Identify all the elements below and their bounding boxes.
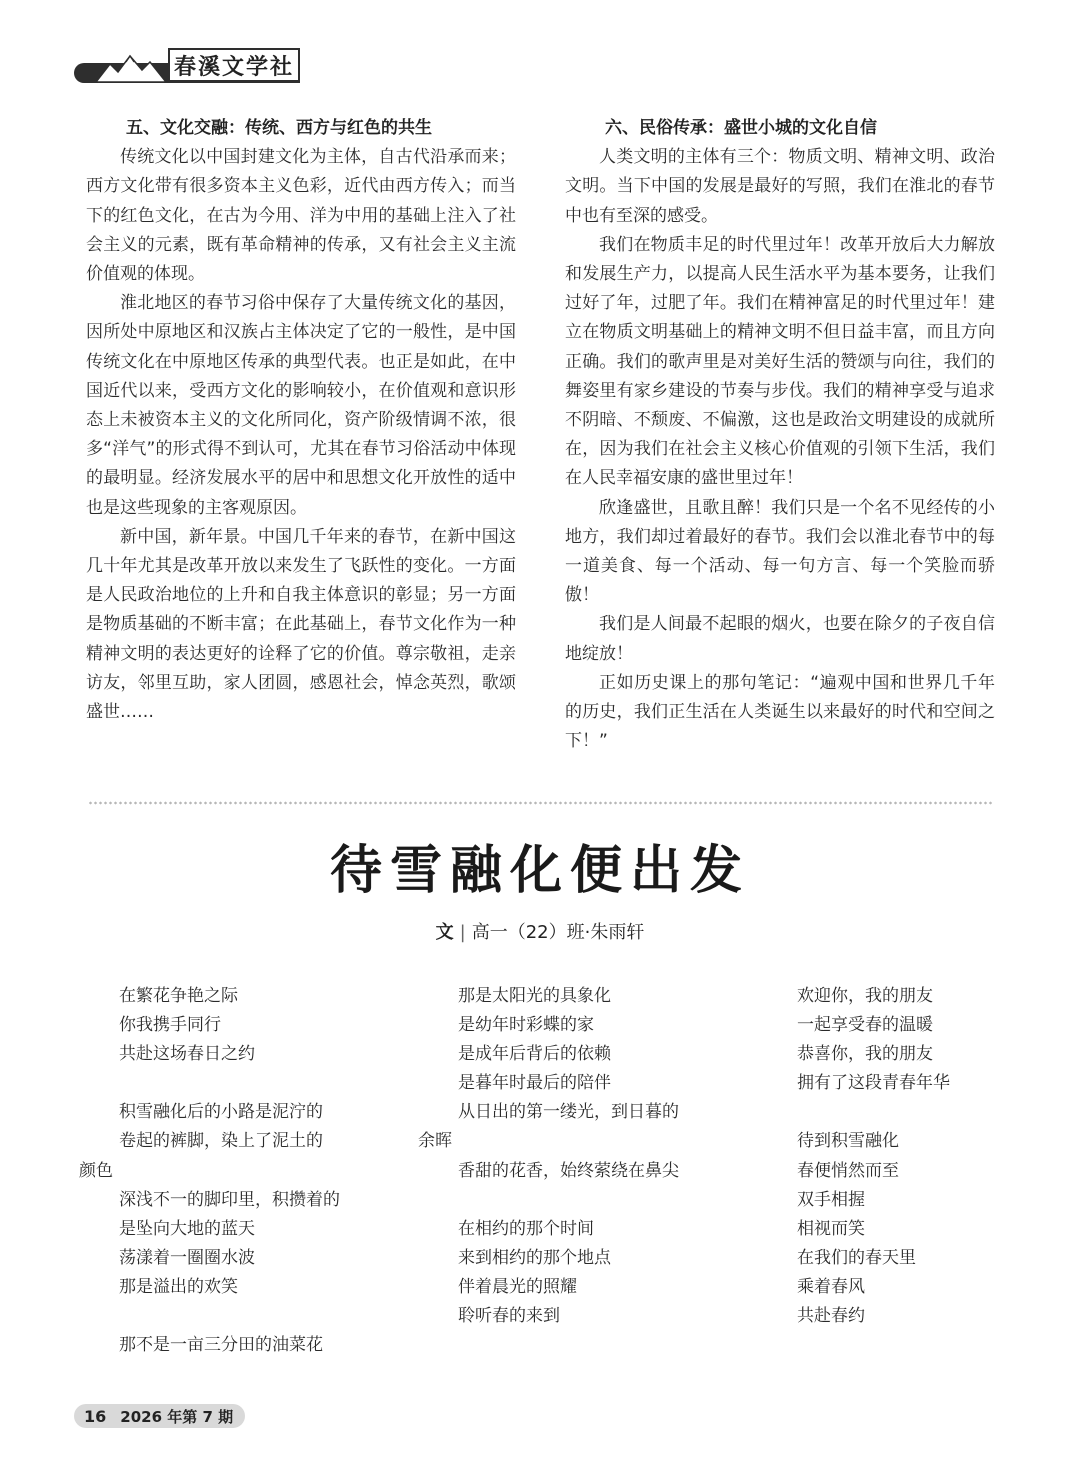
- poem-line: 双手相握: [797, 1189, 865, 1210]
- paragraph: 我们在物质丰足的时代里过年！改革开放后大力解放和发展生产力，以提高人民生活水平为基本要务，让我们过好了年，过肥了年。我们在精神富足的时代里过年！建立在物质文明基础上的精神文明不但日益丰富，而且方向正确。我们的歌声里是对美好生活的赞颂与向往，我们的舞姿里有家乡建设的节奏与步伐。我们的精神享受与追求不阴暗、不颓废、不偏激，这也是政治文明建设的成就所在，因为我们在社会主义核心价值观的引领下生活，我们在人民幸福安康的盛世里过年！: [565, 234, 995, 489]
- poem-line: 是坠向大地的蓝天: [119, 1218, 255, 1239]
- poem-line: 共赴春约: [797, 1306, 865, 1327]
- poem-line: 来到相约的那个地点: [458, 1247, 611, 1268]
- poem-line: 一起享受春的温暖: [797, 1015, 933, 1036]
- poem-line: 在我们的春天里: [797, 1247, 916, 1268]
- poem-line: 深浅不一的脚印里，积攒着的: [119, 1189, 340, 1210]
- dotted-divider: [88, 800, 992, 806]
- left-column: [86, 114, 516, 727]
- paragraph: 我们是人间最不起眼的烟火，也要在除夕的子夜自信地绽放！: [565, 614, 995, 664]
- paragraph: 人类文明的主体有三个：物质文明、精神文明、政治文明。当下中国的发展是最好的写照，我们在淮北的春节中也有至深的感受。: [565, 147, 995, 226]
- poem-line: 那是太阳光的具象化: [458, 986, 611, 1006]
- poem-line: 春便悄然而至: [797, 1160, 899, 1181]
- poem-line: 香甜的花香，始终萦绕在鼻尖: [458, 1160, 679, 1181]
- section-heading-6: 六、民俗传承：盛世小城的文化自信: [605, 118, 877, 138]
- poem-line: 伴着晨光的照耀: [458, 1276, 577, 1297]
- poem-line: 积雪融化后的小路是泥泞的: [119, 1102, 323, 1123]
- poem-line: 在相约的那个时间: [458, 1218, 594, 1239]
- paragraph: 正如历史课上的那句笔记：“遍观中国和世界几千年的历史，我们正生活在人类诞生以来最好的时代和空间之下！”: [565, 672, 995, 752]
- poem-line: 你我携手同行: [119, 1015, 221, 1036]
- poem-column-1: [79, 982, 340, 1360]
- poem-column-2: [418, 982, 679, 1331]
- poem-line: 聆听春的来到: [458, 1306, 560, 1327]
- article-title: 待雪融化便出发: [329, 840, 750, 901]
- poem-line: 那是溢出的欢笑: [119, 1276, 238, 1297]
- poem-line: 从日出的第一缕光，到日暮的: [458, 1102, 679, 1123]
- poem-line: 乘着春风: [797, 1276, 865, 1297]
- page-number: 16: [84, 1406, 107, 1426]
- issue-label: 2026 年第 7 期: [120, 1407, 234, 1426]
- poem-line: 共赴这场春日之约: [119, 1044, 255, 1065]
- poem-line: 是成年后背后的依赖: [458, 1044, 611, 1065]
- column-title: 春溪文学社: [168, 48, 300, 82]
- page-footer-pill: [74, 1404, 245, 1428]
- paragraph: 新中国，新年景。中国几千年来的春节，在新中国这几十年尤其是改革开放以来发生了飞跃性的变化。一方面是人民政治地位的上升和自我主体意识的彰显；另一方面是物质基础的不断丰富；在此基础上，春节文化作为一种精神文明的表达更好的诠释了它的价值。尊宗敬祖，走亲访友，邻里互助，家人团圆，感恩社会，悼念英烈，歌颂盛世……: [86, 526, 516, 723]
- poem-line: 余晖: [418, 1131, 452, 1152]
- poem-column-3: [757, 982, 950, 1331]
- poem-line: 卷起的裤脚，染上了泥土的: [119, 1131, 323, 1152]
- column-header: [74, 48, 300, 84]
- poem-line: 是暮年时最后的陪伴: [458, 1073, 611, 1094]
- poem-line: 那不是一亩三分田的油菜花: [119, 1335, 323, 1356]
- poem-line: 欢迎你，我的朋友: [797, 986, 933, 1006]
- byline-separator: |: [459, 922, 466, 943]
- right-column: [565, 114, 995, 756]
- poem-line: 颜色: [79, 1160, 113, 1181]
- byline-author: 高一（22）班·朱雨轩: [471, 922, 645, 943]
- page-footer: [74, 1404, 245, 1428]
- byline-prefix: 文: [435, 922, 454, 943]
- paragraph: 传统文化以中国封建文化为主体，自古代沿承而来；西方文化带有很多资本主义色彩，近代由西方传入；而当下的红色文化，在古为今用、洋为中用的基础上注入了社会主义的元素，既有革命精神的传承，又有社会主义主流价值观的体现。: [86, 147, 516, 285]
- poem-line: 荡漾着一圈圈水波: [119, 1247, 255, 1268]
- paragraph: 欣逢盛世，且歌且醉！我们只是一个名不见经传的小地方，我们却过着最好的春节。我们会以淮北春节中的每一道美食、每一个活动、每一句方言、每一个笑脸而骄傲！: [565, 497, 995, 606]
- poem-line: 待到积雪融化: [797, 1131, 899, 1152]
- poem-line: 恭喜你，我的朋友: [797, 1044, 933, 1065]
- section-heading-5: 五、文化交融：传统、西方与红色的共生: [126, 118, 432, 138]
- poem-line: 拥有了这段青春年华: [797, 1073, 950, 1094]
- poem-line: 在繁花争艳之际: [119, 986, 238, 1006]
- byline: [0, 918, 1080, 944]
- paragraph: 淮北地区的春节习俗中保存了大量传统文化的基因，因所处中原地区和汉族占主体决定了它的一般性，是中国传统文化在中原地区传承的典型代表。也正是如此，在中国近代以来，受西方文化的影响较小，在价值观和意识形态上未被资本主义的文化所同化，资产阶级情调不浓，很多“洋气”的形式得不到认可，尤其在春节习俗活动中体现的最明显。经济发展水平的居中和思想文化开放性的适中也是这些现象的主客观原因。: [86, 293, 516, 518]
- poem-line: 相视而笑: [797, 1218, 865, 1239]
- mountain-icon: [96, 52, 166, 84]
- poem-line: 是幼年时彩蝶的家: [458, 1015, 594, 1036]
